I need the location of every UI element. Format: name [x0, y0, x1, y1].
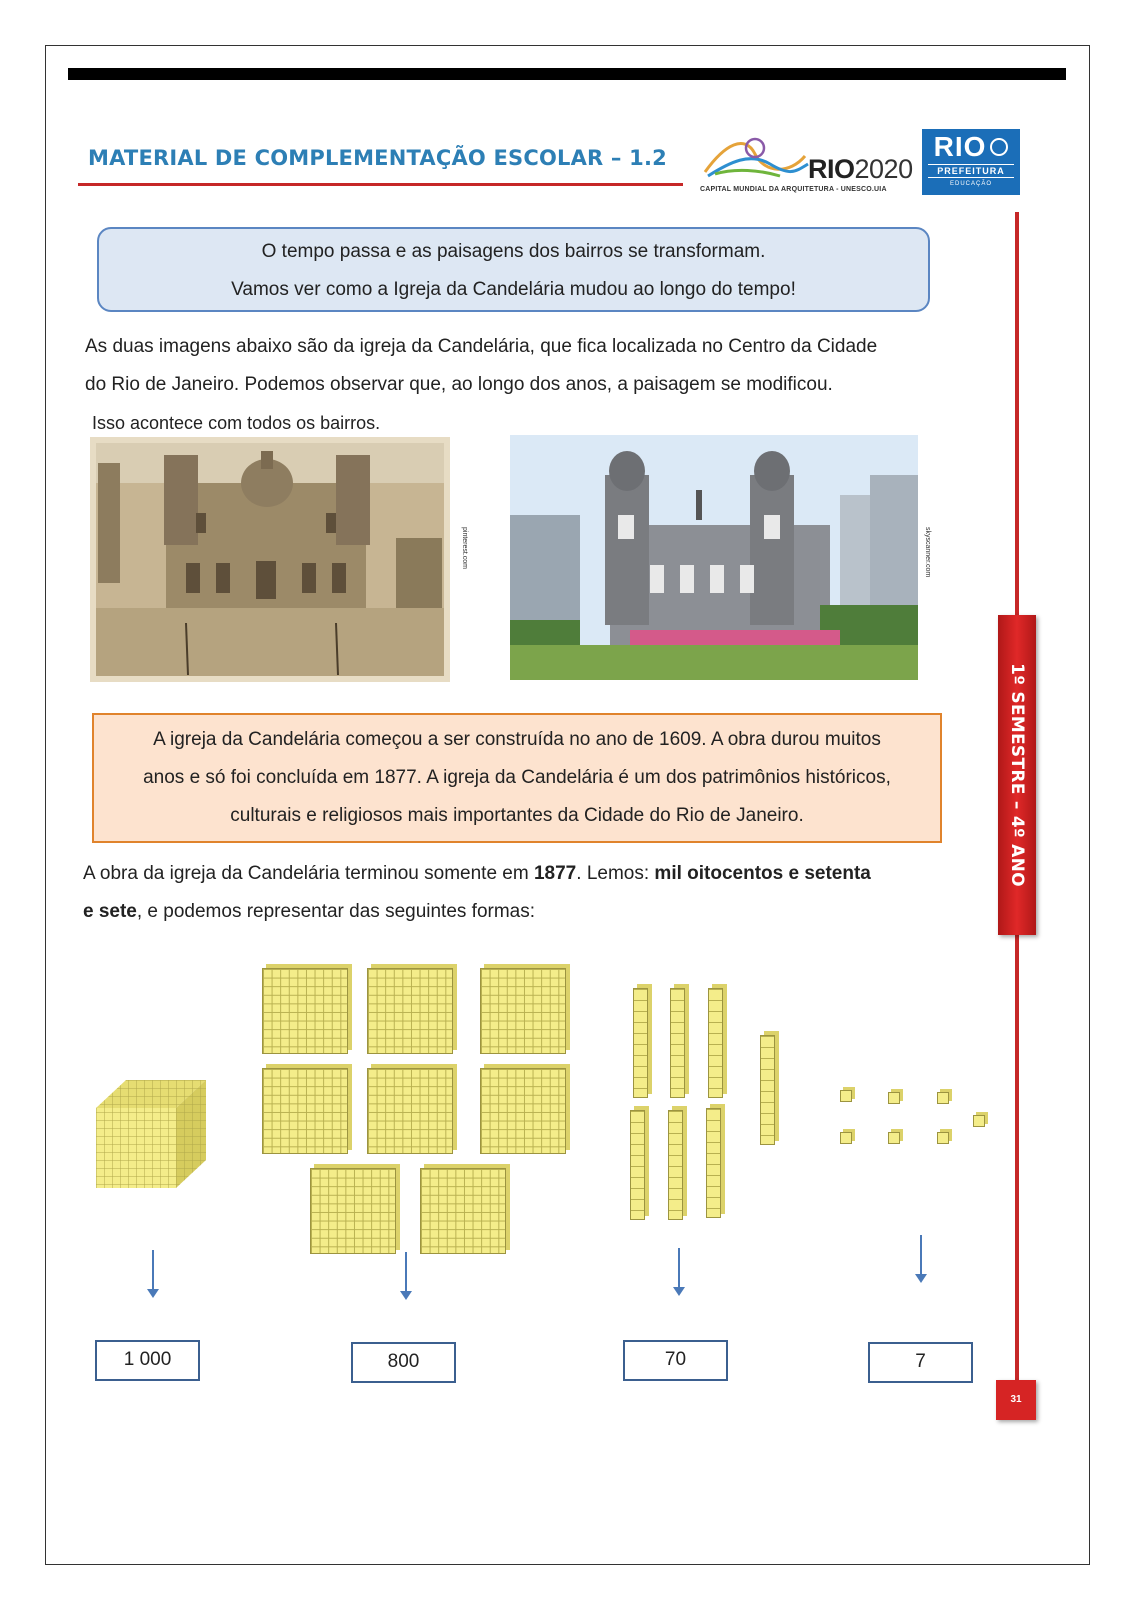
semester-tab: [998, 615, 1036, 935]
hundred-flat: [367, 968, 453, 1054]
hundred-flat: [262, 1068, 348, 1154]
rio2020-swirl-icon: [700, 124, 810, 188]
info-line-2: anos e só foi concluída em 1877. A igreja da Candelária é um dos patrimônios históricos,: [143, 767, 891, 788]
thousand-cube: [96, 1080, 211, 1190]
page-title: MATERIAL DE COMPLEMENTAÇÃO ESCOLAR – 1.2: [88, 146, 667, 170]
paragraph-2-line-2: [83, 893, 535, 931]
ten-rod: [760, 1035, 775, 1145]
new-photo-credit: skyscanner.com: [924, 527, 931, 578]
arrow-down-icon: [405, 1252, 407, 1292]
ten-rod: [668, 1110, 683, 1220]
old-photo-credit: pinterest.com: [461, 527, 468, 570]
paragraph-2-text-a: A obra da igreja da Candelária terminou somente em: [83, 863, 534, 884]
paragraph-2-text-b: . Lemos:: [576, 863, 655, 884]
arrow-down-icon: [920, 1235, 922, 1275]
top-black-bar: [68, 68, 1066, 80]
hundred-flat: [480, 968, 566, 1054]
value-box-hundreds: 800: [351, 1342, 456, 1383]
info-line-3: culturais e religiosos mais importantes da Cidade do Rio de Janeiro.: [230, 805, 804, 826]
hundred-flat: [310, 1168, 396, 1254]
intro-line-1: O tempo passa e as paisagens dos bairros se transformam.: [261, 241, 766, 262]
arrow-down-icon: [152, 1250, 154, 1290]
old-church-photo: [90, 437, 450, 682]
page-number: 31: [996, 1380, 1036, 1420]
new-church-photo: [510, 435, 918, 680]
hundred-flat: [420, 1168, 506, 1254]
value-box-thousands: 1 000: [95, 1340, 200, 1381]
paragraph-1-line-1: As duas imagens abaixo são da igreja da Candelária, que fica localizada no Centro da Cidade: [85, 336, 878, 357]
ten-rod: [633, 988, 648, 1098]
intro-line-2: Vamos ver como a Igreja da Candelária mudou ao longo do tempo!: [231, 279, 796, 300]
semester-label: 1º SEMESTRE – 4º ANO: [1007, 663, 1027, 887]
unit-cube: [937, 1092, 949, 1104]
prefeitura-text: PREFEITURA: [928, 164, 1014, 178]
reading-bold-1: mil oitocentos e setenta: [654, 863, 871, 884]
unit-cube: [937, 1132, 949, 1144]
rio-logo-text: RIO: [933, 131, 987, 162]
info-line-1: A igreja da Candelária começou a ser construída no ano de 1609. A obra durou muitos: [153, 729, 881, 750]
paragraph-1-line-3: Isso acontece com todos os bairros.: [92, 413, 381, 433]
rio2020-rio-text: RIO: [808, 154, 855, 184]
intro-box: [97, 227, 930, 312]
rio2020-year-text: 2020: [854, 154, 913, 184]
unit-cube: [840, 1090, 852, 1102]
unit-cube: [840, 1132, 852, 1144]
hundred-flat: [480, 1068, 566, 1154]
paragraph-2-line-1: [83, 855, 871, 893]
ten-rod: [630, 1110, 645, 1220]
value-box-tens: 70: [623, 1340, 728, 1381]
year-bold: 1877: [533, 863, 577, 884]
rio2020-subtitle: CAPITAL MUNDIAL DA ARQUITETURA - UNESCO.UIA: [700, 186, 887, 193]
ten-rod: [706, 1108, 721, 1218]
title-underline: [78, 183, 683, 186]
hundred-flat: [262, 968, 348, 1054]
ten-rod: [708, 988, 723, 1098]
unit-cube: [973, 1115, 985, 1127]
hundred-flat: [367, 1068, 453, 1154]
info-box: [92, 713, 942, 843]
arrow-down-icon: [678, 1248, 680, 1288]
ten-rod: [670, 988, 685, 1098]
reading-bold-2: e sete: [83, 901, 137, 922]
educacao-text: EDUCAÇÃO: [949, 181, 992, 187]
value-box-units: 7: [868, 1342, 973, 1383]
city-seal-icon: [990, 138, 1008, 156]
rio2020-logo: [700, 124, 913, 198]
paragraph-2-text-c: , e podemos representar das seguintes formas:: [136, 901, 536, 922]
unit-cube: [888, 1092, 900, 1104]
paragraph-1-line-2: do Rio de Janeiro. Podemos observar que, ao longo dos anos, a paisagem se modificou.: [85, 374, 833, 395]
rio-prefeitura-logo: [922, 129, 1020, 195]
unit-cube: [888, 1132, 900, 1144]
